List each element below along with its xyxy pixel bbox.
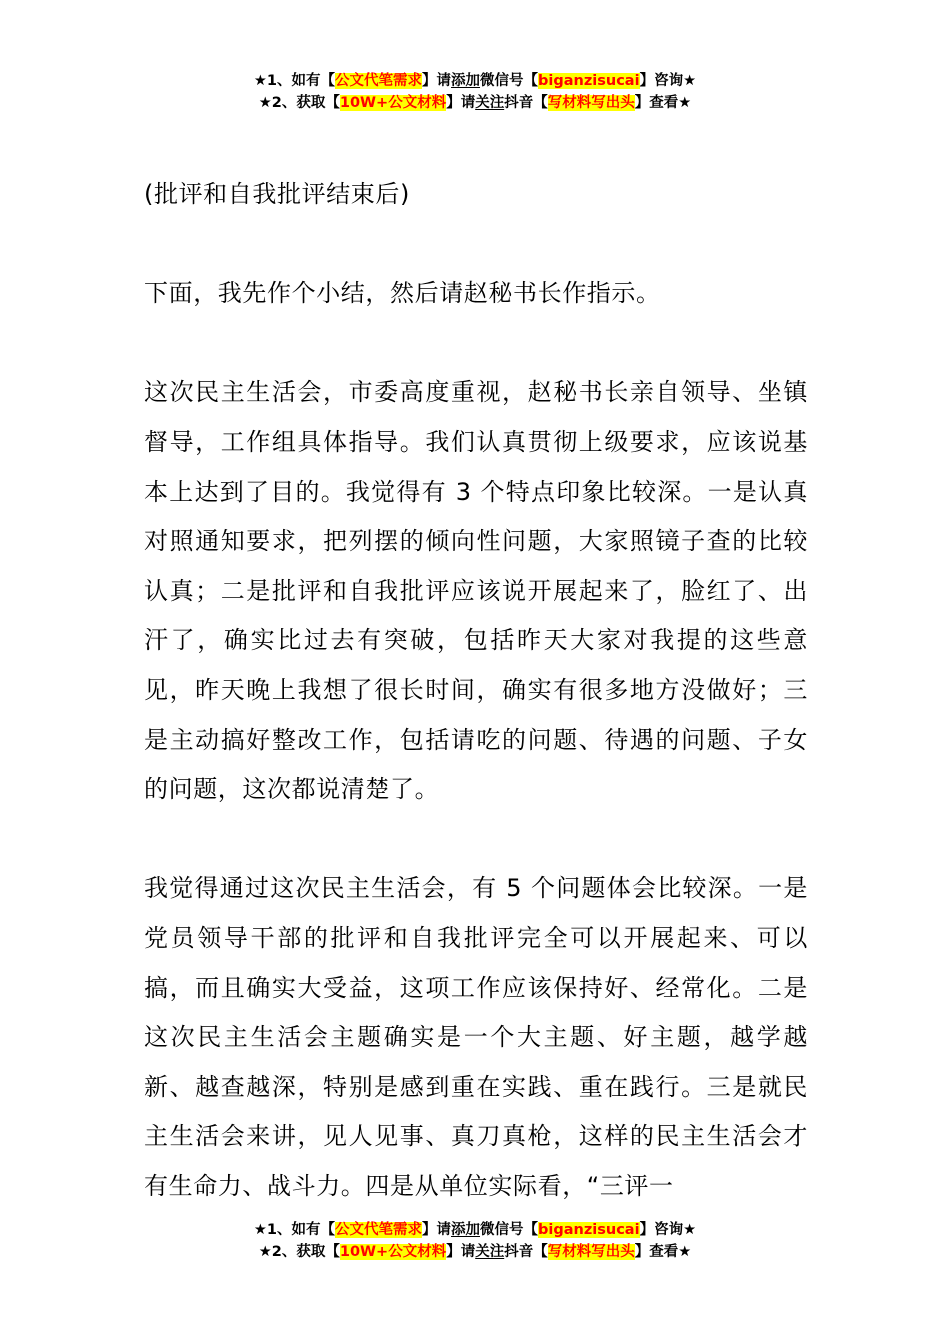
banner-douyin-account: 写材料写出头	[547, 95, 635, 111]
banner-text: 】咨询★	[639, 73, 697, 89]
paragraph-three-features: 这次民主生活会，市委高度重视，赵秘书长亲自领导、坐镇督导，工作组具体指导。我们认真贯彻上级要求，应该说基本上达到了目的。我觉得有 3 个特点印象比较深。一是认真对照通知要求，把列摆的倾向性问题，大家照镜子查的比较认真；二是批评和自我批评应该说开展起来了，脸红了、出汗了，确实比过去有突破，包括昨天大家对我提的这些意见，昨天晚上我想了很长时间，确实有很多地方没做好；三是主动搞好整改工作，包括请吃的问题、待遇的问题、子女的问题，这次都说清楚了。	[144, 378, 808, 804]
banner-text: 】请	[446, 1244, 476, 1260]
document-body	[144, 170, 808, 1216]
paragraph-five-insights: 我觉得通过这次民主生活会，有 5 个问题体会比较深。一是党员领导干部的批评和自我批评完全可以开展起来、可以搞，而且确实大受益，这项工作应该保持好、经常化。二是这次民主生活会主题确实是一个大主题、好主题，越学越新、越查越深，特别是感到重在实践、重在践行。三是就民主生活会来讲，见人见事、真刀真枪，这样的民主生活会才有生命力、战斗力。四是从单位实际看，“三评一	[144, 874, 808, 1200]
banner-highlight: 10W+公文材料	[339, 95, 447, 111]
banner-underlined-text: 关注	[475, 95, 505, 111]
banner-underlined-text: 添加	[451, 1222, 481, 1238]
banner-text: 】查看★	[634, 95, 692, 111]
banner-highlight: 公文代笔需求	[335, 1222, 423, 1238]
header-banner-line-2	[0, 92, 950, 114]
banner-text: 】请	[422, 73, 452, 89]
banner-wechat-id: biganzisucai	[538, 73, 640, 89]
banner-text: 微信号【	[480, 73, 539, 89]
banner-text: ★1、如有【	[253, 1222, 336, 1238]
banner-text: ★2、获取【	[258, 95, 340, 111]
paragraph-intro: 下面，我先作个小结，然后请赵秘书长作指示。	[144, 279, 661, 308]
banner-highlight: 公文代笔需求	[335, 73, 423, 89]
footer-banner-line-1	[0, 1219, 950, 1241]
footer-banner-line-2	[0, 1241, 950, 1263]
banner-underlined-text: 添加	[451, 73, 481, 89]
banner-text: 】咨询★	[639, 1222, 697, 1238]
banner-text: 抖音【	[504, 1244, 548, 1260]
footer-banner	[0, 1219, 950, 1263]
banner-text: 】请	[422, 1222, 452, 1238]
banner-text: ★1、如有【	[253, 73, 336, 89]
header-banner	[0, 70, 950, 114]
banner-wechat-id: biganzisucai	[538, 1222, 640, 1238]
banner-text: 微信号【	[480, 1222, 539, 1238]
header-banner-line-1	[0, 70, 950, 92]
banner-douyin-account: 写材料写出头	[547, 1244, 635, 1260]
banner-text: 】查看★	[634, 1244, 692, 1260]
banner-text: 抖音【	[504, 95, 548, 111]
banner-underlined-text: 关注	[475, 1244, 505, 1260]
paragraph-stage-note: (批评和自我批评结束后)	[144, 180, 410, 208]
banner-text: 】请	[446, 95, 476, 111]
banner-highlight: 10W+公文材料	[339, 1244, 447, 1260]
banner-text: ★2、获取【	[258, 1244, 340, 1260]
